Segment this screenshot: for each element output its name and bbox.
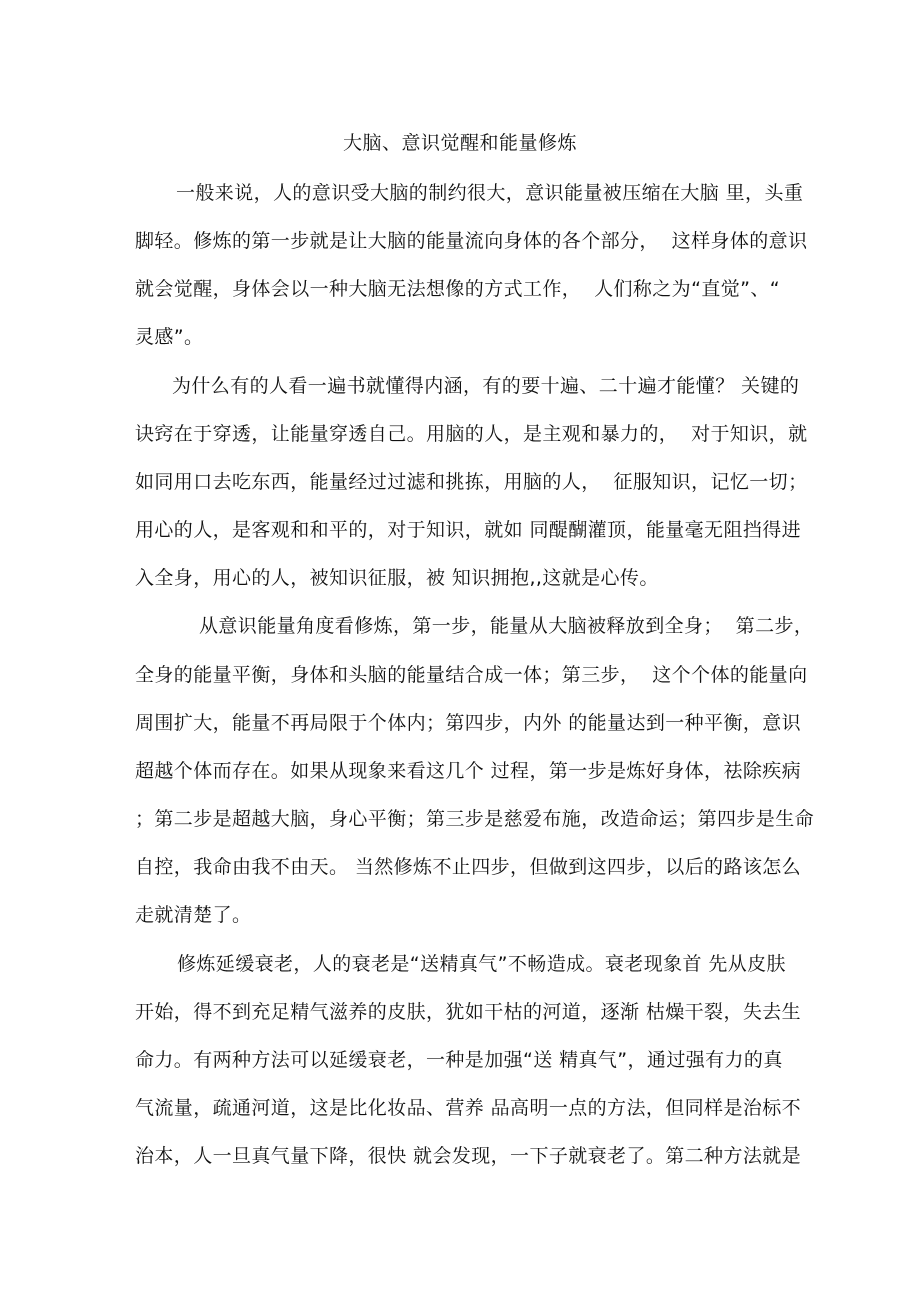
paragraph-3-line-5: ；第二步是超越大脑，身心平衡；第三步是慈爱布施，改造命运；第四步是生命 [135, 808, 815, 830]
paragraph-4-line-1: 修炼延缓衰老，人的衰老是“送精真气”不畅造成。衰老现象首 先从皮肤 [177, 953, 786, 975]
paragraph-2-line-4: 用心的人，是客观和和平的，对于知识，就如 同醍醐灌顶，能量毫无阻挡得进 [135, 519, 802, 541]
paragraph-2-line-5: 入全身，用心的人，被知识征服，被 知识拥抱,,这就是心传。 [135, 567, 659, 589]
paragraph-1-line-3: 就会觉醒，身体会以一种大脑无法想像的方式工作， 人们称之为“直觉”、“ [135, 278, 781, 300]
paragraph-4-line-3: 命力。有两种方法可以延缓衰老，一种是加强“送 精真气”，通过强有力的真 [135, 1049, 783, 1071]
paragraph-4-line-2: 开始，得不到充足精气滋养的皮肤，犹如干枯的河道，逐渐 枯燥干裂，失去生 [135, 1001, 802, 1023]
paragraph-1-line-2: 脚轻。修炼的第一步就是让大脑的能量流向身体的各个部分， 这样身体的意识 [135, 230, 808, 252]
paragraph-3-line-1: 从意识能量角度看修炼，第一步，能量从大脑被释放到全身； 第二步， [199, 615, 814, 637]
paragraph-4-line-5: 治本，人一旦真气量下降，很快 就会发现，一下子就衰老了。第二种方法就是 [135, 1145, 802, 1167]
paragraph-3-line-6: 自控，我命由我不由天。 当然修炼不止四步，但做到这四步，以后的路该怎么 [135, 856, 802, 878]
paragraph-3-line-4: 超越个体而存在。如果从现象来看这几个 过程，第一步是炼好身体，祛除疾病 [135, 760, 802, 782]
paragraph-4-line-4: 气流量，疏通河道，这是比化妆品、营养 品高明一点的方法，但同样是治标不 [135, 1097, 802, 1119]
paragraph-3-line-2: 全身的能量平衡，身体和头脑的能量结合成一体；第三步， 这个个体的能量向 [135, 664, 808, 686]
paragraph-1-line-1: 一般来说，人的意识受大脑的制约很大，意识能量被压缩在大脑 里，头重 [176, 182, 804, 204]
paragraph-2-line-2: 诀窍在于穿透，让能量穿透自己。用脑的人，是主观和暴力的， 对于知识，就 [135, 423, 808, 445]
paragraph-3-line-3: 周围扩大，能量不再局限于个体内；第四步，内外 的能量达到一种平衡，意识 [135, 712, 802, 734]
paragraph-2-line-3: 如同用口去吃东西，能量经过过滤和挑拣，用脑的人， 征服知识，记忆一切； [135, 471, 808, 493]
paragraph-3-line-7: 走就清楚了。 [135, 904, 252, 926]
paragraph-2-line-1: 为什么有的人看一遍书就懂得内涵，有的要十遍、二十遍才能懂？ 关键的 [172, 375, 800, 397]
paragraph-1-line-4: 灵感”。 [135, 326, 204, 348]
document-title: 大脑、意识觉醒和能量修炼 [342, 132, 577, 154]
